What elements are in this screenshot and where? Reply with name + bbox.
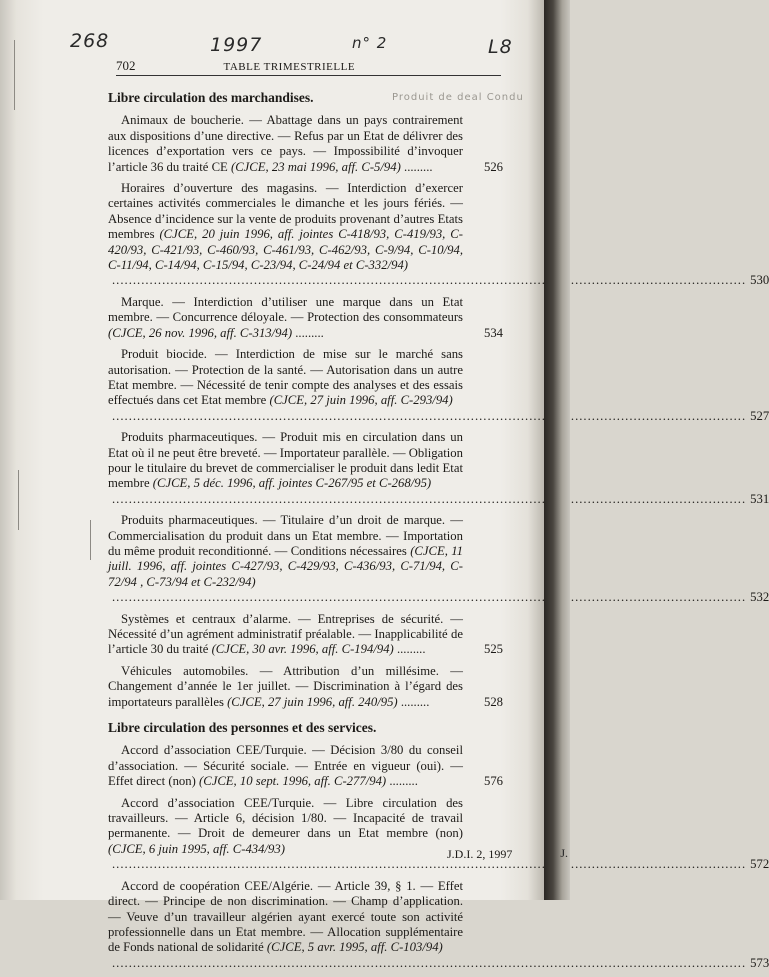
leader-dots: .........	[397, 694, 430, 709]
entry-reference: (CJCE, 26 nov. 1996, aff. C-313/94)	[108, 325, 293, 340]
entry-page-number: 527	[750, 408, 769, 423]
entry-reference: (CJCE, 27 juin 1996, aff. C-293/94)	[269, 393, 453, 408]
index-entry	[108, 347, 769, 424]
header-rule	[116, 75, 501, 76]
entry-page-number: 572	[750, 857, 769, 872]
entry-text: Accord de coopération CEE/Algérie. — Article 39, § 1. — Effet direct. — Principe de non discrimination. — Champ d’application. — Veuve d’un travailleur algérien ayant exercé toute son activité professionnelle dans un Etat membre. — Allocation supplémentaire de Fonds national de solidarité	[108, 878, 463, 955]
entry-text: Horaires d’ouverture des magasins. — Interdiction d’exercer certaines activités commerciales le dimanche et les jours fériés. — Absence d’incidence sur la vente de produits provenant d’autres Etats membres	[108, 181, 463, 242]
entry-text: Marque. — Interdiction d’utiliser une marque dans un Etat membre. — Concurrence déloyale. — Protection des consommateurs	[108, 294, 463, 325]
handwritten-annotation-year: 1997	[210, 34, 263, 56]
page-title: TABLE TRIMESTRIELLE	[223, 61, 356, 73]
entry-text: Véhicules automobiles. — Attribution d’un millésime. — Changement d’année le 1er juillet. — Discrimination à l’égard des importateurs parallèles	[108, 663, 463, 709]
entry-text: Produit biocide. — Interdiction de mise sur le marché sans autorisation. — Protection de la santé. — Autorisation dans un autre Etat membre. — Nécessité de tenir compte des analyses et des essais effectués dans cet Etat membre	[108, 347, 463, 408]
index-entry	[108, 513, 769, 605]
entry-page-number: 528	[483, 694, 503, 709]
leader-dots	[112, 492, 746, 507]
handwritten-annotation-number: n° 2	[352, 34, 388, 52]
entry-page-number: 525	[483, 642, 503, 657]
entry-text: Produits pharmaceutiques. — Produit mis en circulation dans un Etat où il ne peut être breveté. — Importateur parallèle. — Obligation pour le titulaire du brevet de commercialiser le produit dans ledit Etat membre	[108, 430, 463, 491]
index-entry	[108, 878, 769, 971]
book-binding-edge	[544, 0, 570, 900]
entry-page-number: 573	[750, 955, 769, 970]
entry-reference: (CJCE, 6 juin 1995, aff. C-434/93)	[108, 841, 285, 856]
entry-reference: (CJCE, 30 avr. 1996, aff. C-194/94)	[211, 642, 394, 657]
leader-dots	[112, 409, 746, 424]
entry-page-number: 530	[750, 273, 769, 288]
edge-text: J.	[560, 846, 568, 860]
index-entry	[108, 113, 503, 175]
leader-dots: .........	[292, 325, 324, 340]
handwritten-annotation-left: 268	[70, 30, 110, 52]
index-entry	[108, 430, 769, 507]
margin-mark	[18, 470, 19, 530]
section-title: Libre circulation des personnes et des services.	[108, 720, 377, 736]
entry-reference: (CJCE, 11 juill. 1996, aff. jointes C-427/93, C-429/93, C-436/93, C-71/94, C-72/94 , C-73/94 et C-232/94)	[108, 543, 463, 589]
journal-footer: J.D.I. 2, 1997	[447, 847, 513, 861]
leader-dots: .........	[386, 774, 418, 789]
entry-page-number: 576	[483, 774, 503, 789]
entry-page-number: 526	[483, 159, 503, 174]
entry-reference: (CJCE, 5 déc. 1996, aff. jointes C-267/95 et C-268/95)	[152, 476, 432, 491]
leader-dots	[112, 273, 746, 288]
index-entry	[108, 664, 503, 710]
entry-reference: (CJCE, 5 avr. 1995, aff. C-103/94)	[266, 940, 443, 955]
entry-text: Animaux de boucherie. — Abattage dans un pays contrairement aux dispositions d’une directive. — Refus par un Etat de délivrer des licences d’exportation vers ce pays. — Impossibilité d’invoquer l’article 36 du traité CE	[108, 113, 463, 174]
margin-mark	[14, 40, 15, 110]
entry-reference: (CJCE, 20 juin 1996, aff. jointes C-418/93, C-419/93, C-420/93, C-421/93, C-460/93, C-461/93, C-462/93, C-9/94, C-10/94, C-11/94, C-14/94, C-15/94, C-23/94, C-24/94 et C-332/94)	[108, 227, 463, 273]
leader-dots	[112, 956, 746, 971]
entry-reference: (CJCE, 10 sept. 1996, aff. C-277/94)	[199, 774, 387, 789]
margin-mark	[90, 520, 91, 560]
index-entry	[108, 181, 769, 289]
entry-text: Accord d’association CEE/Turquie. — Libre circulation des travailleurs. — Article 6, décision 1/80. — Incapacité de travail permanente. — Droit de demeurer dans un Etat membre (non)	[108, 795, 463, 841]
entry-text: Produits pharmaceutiques. — Titulaire d’un droit de marque. — Commercialisation du produit dans un Etat membre. — Importation du même produit reconditionné. — Conditions nécessaires	[108, 513, 463, 558]
section-title: Libre circulation des marchandises.	[108, 90, 314, 105]
index-content	[108, 90, 769, 977]
leader-dots	[112, 590, 746, 605]
leader-dots	[112, 857, 746, 872]
page-number: 702	[116, 58, 136, 73]
entry-reference: (CJCE, 23 mai 1996, aff. C-5/94)	[230, 159, 401, 174]
index-entry	[108, 743, 503, 789]
index-entry	[108, 612, 503, 658]
entry-reference: (CJCE, 27 juin 1996, aff. 240/95)	[227, 694, 398, 709]
index-entry	[108, 295, 503, 341]
bleed-through-text: Produit de deal Condu	[392, 92, 524, 103]
entry-page-number: 534	[483, 325, 503, 340]
entry-text: Accord d’association CEE/Turquie. — Décision 3/80 du conseil d’association. — Sécurité sociale. — Entrée en vigueur (oui). — Effet direct (non)	[108, 743, 463, 789]
entry-page-number: 531	[750, 491, 769, 506]
leader-dots: .........	[393, 642, 426, 657]
index-entry	[108, 795, 769, 873]
entry-text: Systèmes et centraux d’alarme. — Entreprises de sécurité. — Nécessité d’un agrément administratif préalable. — Inapplicabilité de l’article 30 du traité	[108, 611, 463, 657]
entry-page-number: 532	[750, 590, 769, 605]
handwritten-annotation-right: L8	[488, 36, 513, 58]
leader-dots: .........	[400, 159, 433, 174]
page-header	[116, 58, 501, 74]
